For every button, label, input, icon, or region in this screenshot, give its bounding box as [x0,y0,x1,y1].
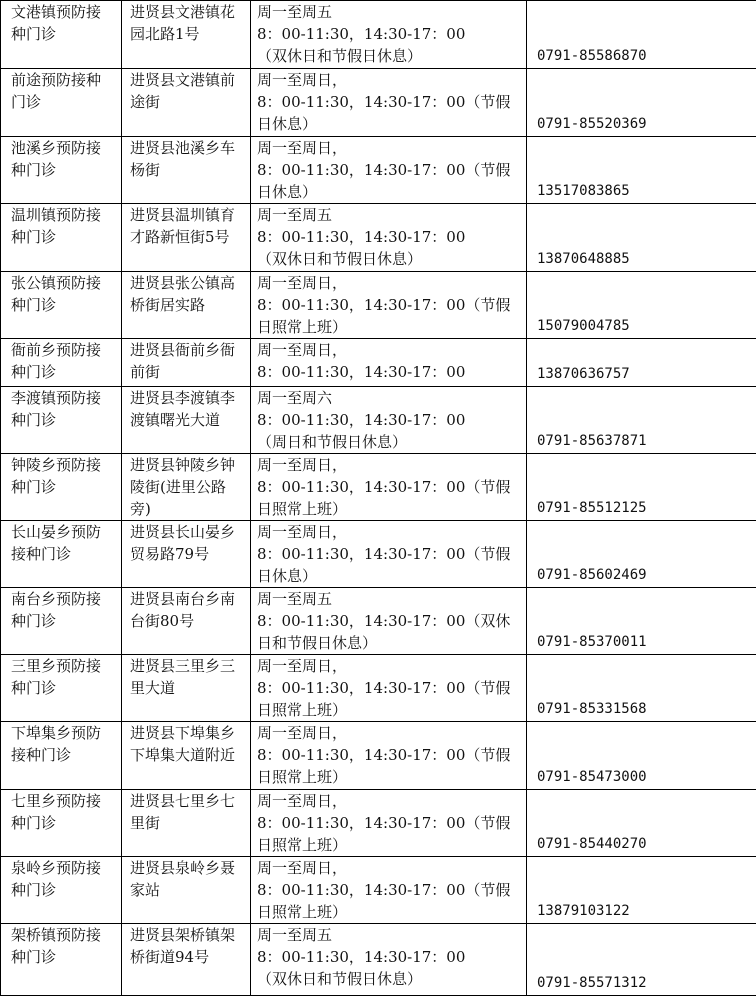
clinic-phone: 0791-85370011 [527,588,756,655]
clinic-name: 衙前乡预防接种门诊 [11,339,115,383]
clinic-name: 前途预防接种门诊 [11,69,115,113]
clinic-name-cell [1,387,122,454]
hours-line: 8：00-11:30，14:30-17：00 [257,23,522,45]
clinic-address: 进贤县文港镇前途街 [130,69,244,113]
hours-line: 日照常上班） [257,901,522,923]
clinic-address-cell [122,857,251,924]
clinic-hours-cell [251,857,527,924]
hours-line: 8：00-11:30，14:30-17：00（双休 [257,610,522,632]
clinic-address: 进贤县文港镇花园北路1号 [130,1,244,45]
clinic-phone: 0791-85571312 [527,924,756,996]
clinic-name-cell [1,272,122,339]
clinic-hours-cell [251,790,527,857]
clinic-hours-cell [251,137,527,204]
clinic-name-cell [1,924,122,996]
hours-line: 周一至周日， [257,857,522,879]
clinic-phone: 13870636757 [527,339,756,387]
clinic-hours-cell [251,588,527,655]
clinic-phone: 0791-85440270 [527,790,756,857]
table-row [1,790,756,857]
clinic-address-cell [122,137,251,204]
hours-line: 周一至周日， [257,722,522,744]
hours-line: 日照常上班） [257,834,522,856]
clinic-phone: 15079004785 [527,272,756,339]
clinic-hours-cell [251,1,527,69]
clinic-address: 进贤县衙前乡衙前街 [130,339,244,383]
table-row [1,1,756,69]
table-row [1,387,756,454]
hours-line: 周一至周五 [257,1,522,23]
clinic-hours-cell [251,454,527,521]
clinic-name: 七里乡预防接种门诊 [11,790,115,834]
hours-line: 8：00-11:30，14:30-17：00（节假 [257,543,522,565]
clinic-address-cell [122,655,251,722]
hours-line: 8：00-11:30，14:30-17：00（节假 [257,879,522,901]
hours-line: 8：00-11:30，14:30-17：00（节假 [257,294,522,316]
hours-line: 日照常上班） [257,766,522,788]
clinic-address: 进贤县三里乡三里大道 [130,655,244,699]
table-row [1,69,756,137]
hours-line: 8：00-11:30，14:30-17：00（节假 [257,812,522,834]
clinic-address-cell [122,521,251,588]
hours-line: 日休息） [257,181,522,203]
table-row [1,655,756,722]
clinic-address: 进贤县钟陵乡钟陵街(进里公路旁) [130,454,244,520]
clinic-phone: 0791-85473000 [527,722,756,790]
hours-line: 日照常上班） [257,316,522,338]
clinic-hours-cell [251,69,527,137]
hours-line: 8：00-11:30，14:30-17：00（节假 [257,476,522,498]
table-row [1,137,756,204]
hours-line: （双休日和节假日休息） [257,968,522,990]
clinic-address-cell [122,924,251,996]
clinic-address-cell [122,387,251,454]
hours-line: （双休日和节假日休息） [257,45,522,67]
hours-line: 日照常上班） [257,699,522,721]
clinic-name-cell [1,722,122,790]
clinic-hours-cell [251,722,527,790]
clinic-phone: 0791-85331568 [527,655,756,722]
clinic-address-cell [122,204,251,272]
clinic-hours-cell [251,655,527,722]
hours-line: 日和节假日休息） [257,632,522,654]
clinic-name-cell [1,521,122,588]
clinic-name: 架桥镇预防接种门诊 [11,924,115,968]
clinic-address-cell [122,722,251,790]
hours-line: 8：00-11:30，14:30-17：00 [257,946,522,968]
clinic-name-cell [1,69,122,137]
hours-line: 8：00-11:30，14:30-17：00（节假 [257,159,522,181]
clinic-address-cell [122,272,251,339]
clinic-address: 进贤县泉岭乡聂家站 [130,857,244,901]
clinic-phone: 13870648885 [527,204,756,272]
table-row [1,924,756,996]
clinic-name-cell [1,137,122,204]
clinic-hours-cell [251,339,527,387]
hours-line: 周一至周五 [257,588,522,610]
hours-line: 日休息） [257,113,522,135]
hours-line: 周一至周五 [257,204,522,226]
clinic-name: 南台乡预防接种门诊 [11,588,115,632]
clinic-name-cell [1,1,122,69]
clinic-address-cell [122,454,251,521]
hours-line: 8：00-11:30，14:30-17：00 [257,361,522,383]
clinic-name: 长山晏乡预防接种门诊 [11,521,115,565]
clinic-address-cell [122,588,251,655]
hours-line: 8：00-11:30，14:30-17：00 [257,409,522,431]
clinic-address: 进贤县温圳镇育才路新恒街5号 [130,204,244,248]
clinic-phone: 0791-85586870 [527,1,756,69]
table-row [1,454,756,521]
clinic-name: 李渡镇预防接种门诊 [11,387,115,431]
clinic-phone: 13879103122 [527,857,756,924]
clinic-name: 池溪乡预防接种门诊 [11,137,115,181]
clinic-hours-cell [251,387,527,454]
clinic-name: 张公镇预防接种门诊 [11,272,115,316]
clinic-address: 进贤县池溪乡车杨街 [130,137,244,181]
clinic-address: 进贤县架桥镇架桥街道94号 [130,924,244,968]
table-row [1,521,756,588]
hours-line: 周一至周日， [257,454,522,476]
clinic-name: 温圳镇预防接种门诊 [11,204,115,248]
clinic-address: 进贤县长山晏乡贸易路79号 [130,521,244,565]
table-body [1,1,756,996]
clinic-phone: 13517083865 [527,137,756,204]
clinic-hours-cell [251,521,527,588]
hours-line: 8：00-11:30，14:30-17：00 [257,226,522,248]
clinic-name: 文港镇预防接种门诊 [11,1,115,45]
hours-line: 日照常上班） [257,498,522,520]
hours-line: （周日和节假日休息） [257,431,522,453]
hours-line: 周一至周日， [257,137,522,159]
table-row [1,272,756,339]
hours-line: 周一至周日， [257,69,522,91]
table-row [1,857,756,924]
hours-line: 8：00-11:30，14:30-17：00（节假 [257,744,522,766]
clinic-phone: 0791-85602469 [527,521,756,588]
hours-line: 周一至周日， [257,339,522,361]
clinic-name-cell [1,588,122,655]
clinic-name-cell [1,339,122,387]
clinic-address: 进贤县七里乡七里街 [130,790,244,834]
clinic-name: 下埠集乡预防接种门诊 [11,722,115,766]
hours-line: 周一至周日， [257,272,522,294]
hours-line: 日休息） [257,565,522,587]
clinic-name-cell [1,204,122,272]
clinic-address: 进贤县李渡镇李渡镇曙光大道 [130,387,244,431]
clinic-address: 进贤县南台乡南台街80号 [130,588,244,632]
clinic-name: 泉岭乡预防接种门诊 [11,857,115,901]
table-row [1,204,756,272]
hours-line: 周一至周日， [257,655,522,677]
clinic-address: 进贤县张公镇高桥街居实路 [130,272,244,316]
table-row [1,722,756,790]
clinic-hours-cell [251,272,527,339]
clinic-hours-cell [251,204,527,272]
clinic-phone: 0791-85520369 [527,69,756,137]
clinic-phone: 0791-85637871 [527,387,756,454]
hours-line: （双休日和节假日休息） [257,248,522,270]
clinic-phone: 0791-85512125 [527,454,756,521]
hours-line: 周一至周日， [257,790,522,812]
hours-line: 8：00-11:30，14:30-17：00（节假 [257,677,522,699]
table-row [1,588,756,655]
hours-line: 周一至周五 [257,924,522,946]
clinic-address-cell [122,790,251,857]
clinic-address-cell [122,1,251,69]
clinic-name: 钟陵乡预防接种门诊 [11,454,115,498]
hours-line: 周一至周日， [257,521,522,543]
clinic-name-cell [1,790,122,857]
clinic-name-cell [1,655,122,722]
hours-line: 8：00-11:30，14:30-17：00（节假 [257,91,522,113]
clinic-name: 三里乡预防接种门诊 [11,655,115,699]
table-row [1,339,756,387]
hours-line: 周一至周六 [257,387,522,409]
clinic-name-cell [1,454,122,521]
clinic-address-cell [122,69,251,137]
clinic-address: 进贤县下埠集乡下埠集大道附近 [130,722,244,766]
clinic-address-cell [122,339,251,387]
clinic-name-cell [1,857,122,924]
clinic-hours-cell [251,924,527,996]
